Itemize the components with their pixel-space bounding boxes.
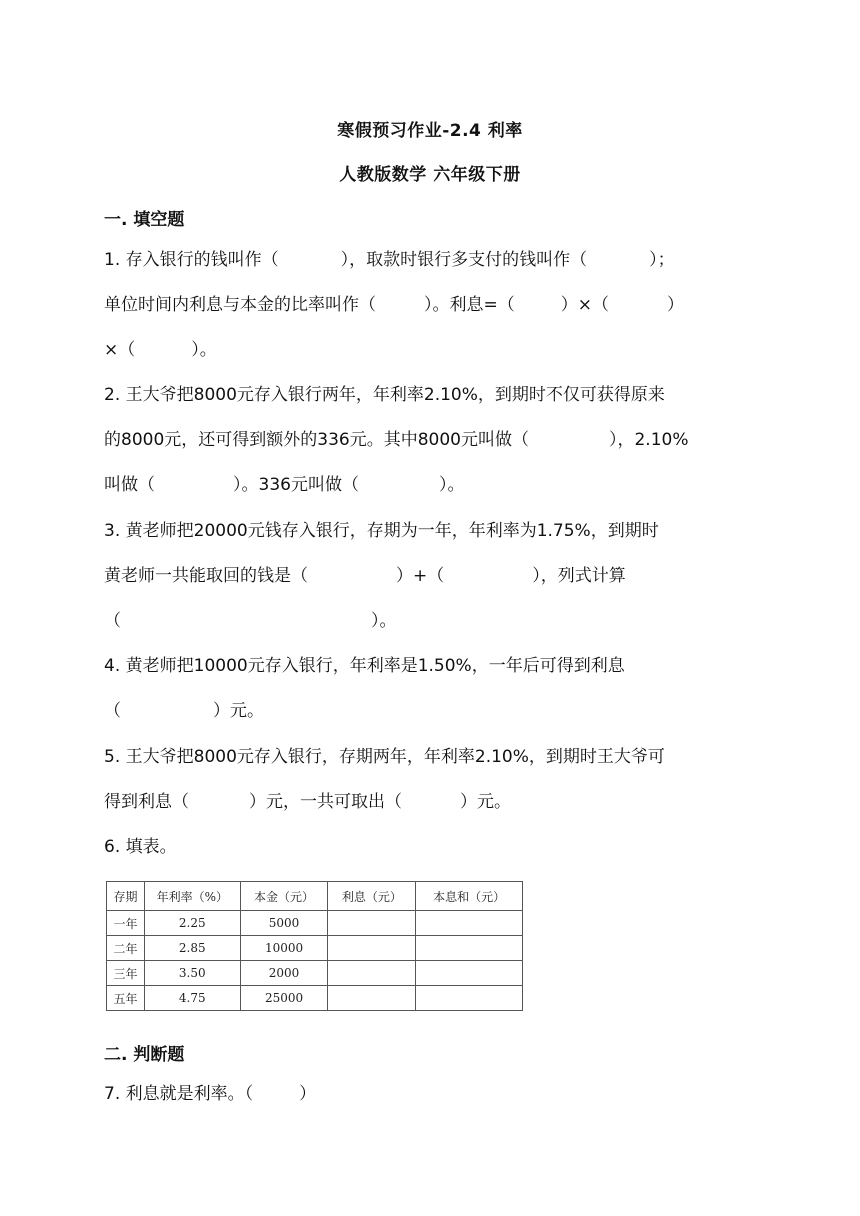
text: 的8000元，还可得到额外的336元。其中8000元叫做（ <box>104 430 529 450</box>
section-heading-fill-blank: 一. 填空题 <box>104 210 185 230</box>
question-3-line-3 <box>104 610 759 632</box>
table-cell: 一年 <box>107 911 145 936</box>
question-1-line-1 <box>104 249 759 271</box>
text: ）。 <box>371 611 397 631</box>
table-row <box>107 936 523 961</box>
question-6-text: 6. 填表。 <box>104 837 177 857</box>
text: 黄老师一共能取回的钱是（ <box>104 566 308 586</box>
table-cell <box>328 911 416 936</box>
table-cell: 2000 <box>240 961 328 986</box>
text: ） <box>667 295 684 315</box>
question-5-line-1: 5. 王大爷把8000元存入银行，存期两年，年利率2.10%，到期时王大爷可 <box>104 747 665 767</box>
question-4-line-1: 4. 黄老师把10000元存入银行，年利率是1.50%，一年后可得到利息 <box>104 656 625 676</box>
page-subtitle: 人教版数学 六年级下册 <box>339 165 521 185</box>
table-cell: 三年 <box>107 961 145 986</box>
table-header-cell: 本金（元） <box>240 882 328 911</box>
text: ×（ <box>104 340 136 360</box>
text: ）元。 <box>460 792 511 812</box>
question-3-line-1: 3. 黄老师把20000元钱存入银行，存期为一年，年利率为1.75%，到期时 <box>104 521 659 541</box>
text: ）。336元叫做（ <box>233 475 359 495</box>
question-3-line-2 <box>104 565 759 587</box>
table-cell: 2.25 <box>144 911 240 936</box>
text: ）。 <box>438 475 465 495</box>
table-cell <box>416 911 523 936</box>
table-cell: 2.85 <box>144 936 240 961</box>
table-cell: 4.75 <box>144 986 240 1011</box>
text: ），取款时银行多支付的钱叫作（ <box>340 250 588 270</box>
question-2-line-1: 2. 王大爷把8000元存入银行两年，年利率2.10%，到期时不仅可获得原来 <box>104 385 665 405</box>
table-cell: 五年 <box>107 986 145 1011</box>
table-cell: 二年 <box>107 936 145 961</box>
table-cell <box>416 986 523 1011</box>
table-header-cell: 本息和（元） <box>416 882 523 911</box>
text: ）。 <box>191 340 217 360</box>
text: ） <box>299 1084 317 1104</box>
text: 7. 利息就是利率。（ <box>104 1084 254 1104</box>
table-header-row <box>107 882 523 911</box>
text: ）+（ <box>396 566 445 586</box>
page-title: 寒假预习作业-2.4 利率 <box>337 121 523 141</box>
question-7 <box>104 1083 759 1105</box>
table-cell <box>328 961 416 986</box>
question-5-line-2 <box>104 791 759 813</box>
question-4-line-2 <box>104 700 759 722</box>
table-row <box>107 911 523 936</box>
table-header-cell: 存期 <box>107 882 145 911</box>
text: ）； <box>649 250 675 270</box>
table-cell <box>416 936 523 961</box>
text: 单位时间内利息与本金的比率叫作（ <box>104 295 376 315</box>
text: 叫做（ <box>104 475 155 495</box>
table-cell <box>328 936 416 961</box>
table-cell: 5000 <box>240 911 328 936</box>
interest-table <box>106 881 523 1011</box>
text: 得到利息（ <box>104 792 189 812</box>
text: （ <box>104 701 121 721</box>
table-cell <box>328 986 416 1011</box>
table-cell: 3.50 <box>144 961 240 986</box>
question-2-line-3 <box>104 474 759 496</box>
table-row <box>107 961 523 986</box>
section-heading-true-false: 二. 判断题 <box>104 1045 185 1065</box>
table-cell: 25000 <box>240 986 328 1011</box>
text: ）元。 <box>213 701 264 721</box>
text: ），2.10% <box>608 430 689 450</box>
text: （ <box>104 611 121 631</box>
question-1-line-3 <box>104 339 759 361</box>
text: ）×（ <box>560 295 609 315</box>
text: 1. 存入银行的钱叫作（ <box>104 250 279 270</box>
table-header-cell: 年利率（%） <box>144 882 240 911</box>
table-header-cell: 利息（元） <box>328 882 416 911</box>
text: ）。利息=（ <box>424 295 515 315</box>
text: ）元，一共可取出（ <box>249 792 402 812</box>
question-2-line-2 <box>104 429 759 451</box>
table-cell: 10000 <box>240 936 328 961</box>
table-row <box>107 986 523 1011</box>
table-cell <box>416 961 523 986</box>
question-1-line-2 <box>104 294 759 316</box>
text: ），列式计算 <box>532 566 626 586</box>
